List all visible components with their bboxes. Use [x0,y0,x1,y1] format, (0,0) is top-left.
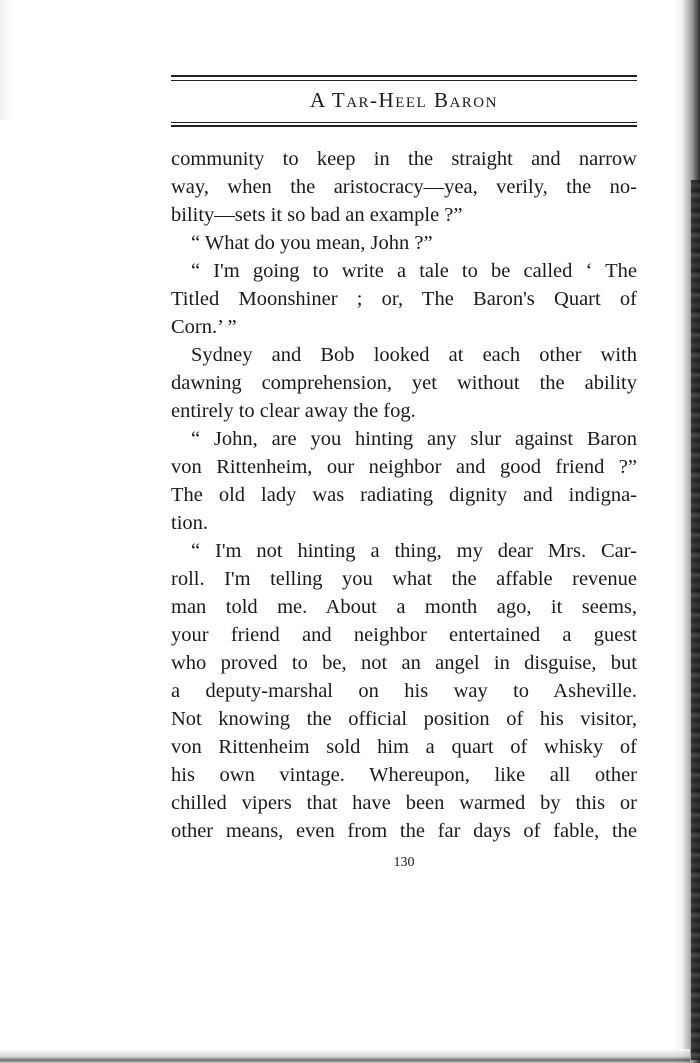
text-line: entirely to clear away the fog. [171,400,416,422]
page-edge-left [0,0,14,120]
text-line: The old lady was radiating dignity and indigna- [171,484,637,506]
text-line: other means, even from the far days of fable, the [171,820,637,842]
page-number: 130 [393,855,415,870]
page-edge-right-shadow [691,180,700,1060]
text-line: chilled vipers that have been warmed by this or [171,792,637,814]
text-line: who proved to be, not an angel in disguise, but [171,652,637,674]
header-rule-bottom-thin [171,122,637,123]
text-line: von Rittenheim, our neighbor and good friend ?” [171,456,637,478]
page-edge-bottom [0,1049,690,1063]
text-line: “ I'm going to write a tale to be called ‘ The [191,260,637,282]
text-line: von Rittenheim sold him a quart of whisky of [171,736,637,758]
text-line: Corn.’ ” [171,316,237,338]
text-line: his own vintage. Whereupon, like all other [171,764,637,786]
text-line: way, when the aristocracy—yea, verily, the no- [171,176,637,198]
header-rule-top-thick [171,75,637,77]
text-line: a deputy-marshal on his way to Asheville. [171,680,637,702]
text-line: community to keep in the straight and narrow [171,148,637,170]
text-line: Titled Moonshiner ; or, The Baron's Quart of [171,288,637,310]
header-rule-top-thin [171,80,637,81]
text-line: Not knowing the official position of his visitor, [171,708,637,730]
text-line: man told me. About a month ago, it seems, [171,596,637,618]
header-rule-bottom-thick [171,125,637,127]
text-line: tion. [171,512,209,534]
text-line: Sydney and Bob looked at each other with [191,344,637,366]
text-line: dawning comprehension, yet without the ability [171,372,637,394]
body-text [171,145,637,845]
text-line: bility—sets it so bad an example ?” [171,204,463,226]
text-line: “ What do you mean, John ?” [191,232,433,254]
running-head: A Tar-Heel Baron [310,88,498,112]
text-line: your friend and neighbor entertained a guest [171,624,637,646]
text-line: “ I'm not hinting a thing, my dear Mrs. Car- [191,540,637,562]
text-line: roll. I'm telling you what the affable revenue [171,568,637,590]
text-line: “ John, are you hinting any slur against Baron [191,428,637,450]
